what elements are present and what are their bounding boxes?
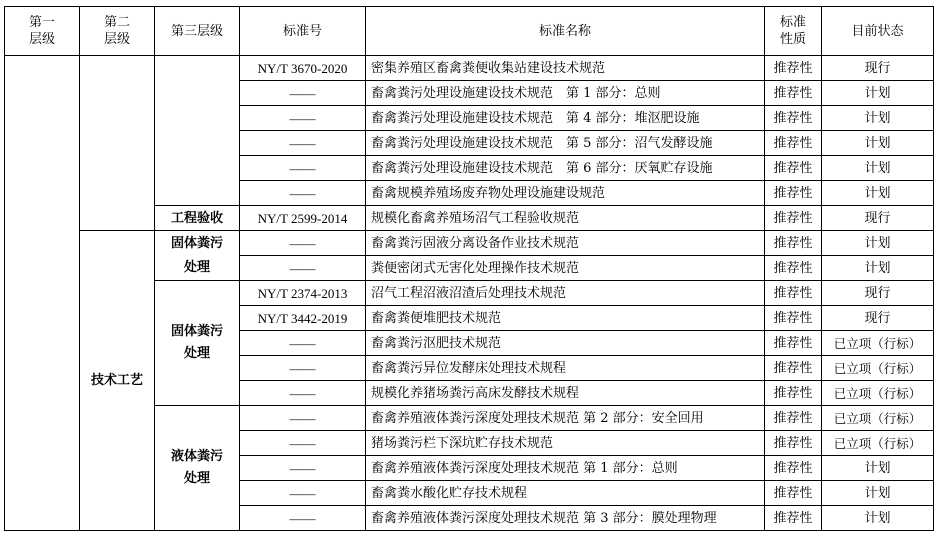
standard-status: 已立项（行标） <box>822 431 934 456</box>
standard-status: 计划 <box>822 181 934 206</box>
standard-nature: 推荐性 <box>765 506 822 531</box>
standard-name: 畜禽粪便堆肥技术规范 <box>366 306 765 331</box>
standard-name: 畜禽粪污沤肥技术规范 <box>366 331 765 356</box>
standard-nature: 推荐性 <box>765 231 822 256</box>
standard-status: 计划 <box>822 81 934 106</box>
standard-nature: 推荐性 <box>765 456 822 481</box>
standard-status: 已立项（行标） <box>822 356 934 381</box>
standard-name: 粪便密闭式无害化处理操作技术规范 <box>366 256 765 281</box>
level1-cell <box>5 56 80 531</box>
standard-number: NY/T 2599-2014 <box>240 206 366 231</box>
standard-name: 畜禽粪污处理设施建设技术规范 第 1 部分：总则 <box>366 81 765 106</box>
standard-nature: 推荐性 <box>765 431 822 456</box>
standard-status: 计划 <box>822 131 934 156</box>
level3-solid-waste-b: 固体粪污 处理 <box>155 281 240 406</box>
standard-name: 规模化畜禽养殖场沼气工程验收规范 <box>366 206 765 231</box>
standard-number: —— <box>240 256 366 281</box>
standard-name: 畜禽粪污固液分离设备作业技术规范 <box>366 231 765 256</box>
standard-number: —— <box>240 456 366 481</box>
standard-number: —— <box>240 406 366 431</box>
level3-cell-construction <box>155 56 240 206</box>
standard-number: —— <box>240 481 366 506</box>
standard-nature: 推荐性 <box>765 481 822 506</box>
standard-name: 密集养殖区畜禽粪便收集站建设技术规范 <box>366 56 765 81</box>
standard-status: 计划 <box>822 231 934 256</box>
standard-nature: 推荐性 <box>765 156 822 181</box>
standard-nature: 推荐性 <box>765 406 822 431</box>
standard-status: 计划 <box>822 106 934 131</box>
standard-nature: 推荐性 <box>765 56 822 81</box>
standard-status: 计划 <box>822 456 934 481</box>
standard-nature: 推荐性 <box>765 356 822 381</box>
standard-nature: 推荐性 <box>765 181 822 206</box>
standard-name: 畜禽养殖液体粪污深度处理技术规范 第 2 部分：安全回用 <box>366 406 765 431</box>
header-standard-number: 标准号 <box>240 7 366 56</box>
header-nature: 标准 性质 <box>765 7 822 56</box>
standard-number: —— <box>240 356 366 381</box>
standard-number: —— <box>240 506 366 531</box>
standard-number: —— <box>240 331 366 356</box>
standard-status: 已立项（行标） <box>822 331 934 356</box>
standard-number: —— <box>240 81 366 106</box>
standard-number: —— <box>240 381 366 406</box>
standard-status: 现行 <box>822 56 934 81</box>
standard-name: 畜禽养殖液体粪污深度处理技术规范 第 3 部分：膜处理物理 <box>366 506 765 531</box>
standard-number: NY/T 3670-2020 <box>240 56 366 81</box>
standard-name: 畜禽粪污处理设施建设技术规范 第 6 部分：厌氧贮存设施 <box>366 156 765 181</box>
header-row <box>5 7 934 56</box>
standard-name: 畜禽粪污异位发酵床处理技术规程 <box>366 356 765 381</box>
standard-name: 畜禽粪污处理设施建设技术规范 第 4 部分：堆沤肥设施 <box>366 106 765 131</box>
standard-nature: 推荐性 <box>765 331 822 356</box>
header-level1: 第一 层级 <box>5 7 80 56</box>
standard-number: —— <box>240 431 366 456</box>
standard-number: NY/T 2374-2013 <box>240 281 366 306</box>
standard-nature: 推荐性 <box>765 381 822 406</box>
standard-status: 现行 <box>822 206 934 231</box>
standard-number: —— <box>240 131 366 156</box>
level3-liquid-waste: 液体粪污 处理 <box>155 406 240 531</box>
standard-name: 畜禽粪水酸化贮存技术规程 <box>366 481 765 506</box>
standard-status: 现行 <box>822 281 934 306</box>
standards-table <box>4 6 934 531</box>
standard-number: —— <box>240 106 366 131</box>
table-row <box>5 56 934 81</box>
standard-nature: 推荐性 <box>765 256 822 281</box>
standard-nature: 推荐性 <box>765 106 822 131</box>
header-status: 目前状态 <box>822 7 934 56</box>
standard-number: —— <box>240 181 366 206</box>
level2-tech-process: 技术工艺 <box>80 231 155 531</box>
level2-cell-facilities <box>80 56 155 231</box>
standard-name: 沼气工程沼液沼渣后处理技术规范 <box>366 281 765 306</box>
standard-status: 计划 <box>822 506 934 531</box>
standard-nature: 推荐性 <box>765 81 822 106</box>
standard-nature: 推荐性 <box>765 131 822 156</box>
standard-status: 现行 <box>822 306 934 331</box>
standard-number: —— <box>240 156 366 181</box>
standard-name: 畜禽规模养殖场废弃物处理设施建设规范 <box>366 181 765 206</box>
standard-status: 计划 <box>822 156 934 181</box>
standard-name: 畜禽养殖液体粪污深度处理技术规范 第 1 部分：总则 <box>366 456 765 481</box>
level3-engineering-acceptance: 工程验收 <box>155 206 240 231</box>
header-level3: 第三层级 <box>155 7 240 56</box>
standard-number: —— <box>240 231 366 256</box>
level3-solid-waste-a: 固体粪污 处理 <box>155 231 240 281</box>
standard-status: 计划 <box>822 256 934 281</box>
standard-nature: 推荐性 <box>765 281 822 306</box>
standard-status: 计划 <box>822 481 934 506</box>
standard-name: 规模化养猪场粪污高床发酵技术规程 <box>366 381 765 406</box>
header-standard-name: 标准名称 <box>366 7 765 56</box>
table-row <box>5 231 934 256</box>
standard-name: 畜禽粪污处理设施建设技术规范 第 5 部分：沼气发酵设施 <box>366 131 765 156</box>
standard-nature: 推荐性 <box>765 206 822 231</box>
standards-table-wrapper <box>4 6 934 531</box>
standard-number: NY/T 3442-2019 <box>240 306 366 331</box>
standard-nature: 推荐性 <box>765 306 822 331</box>
standard-status: 已立项（行标） <box>822 406 934 431</box>
standard-status: 已立项（行标） <box>822 381 934 406</box>
header-level2: 第二 层级 <box>80 7 155 56</box>
standard-name: 猪场粪污栏下深坑贮存技术规范 <box>366 431 765 456</box>
